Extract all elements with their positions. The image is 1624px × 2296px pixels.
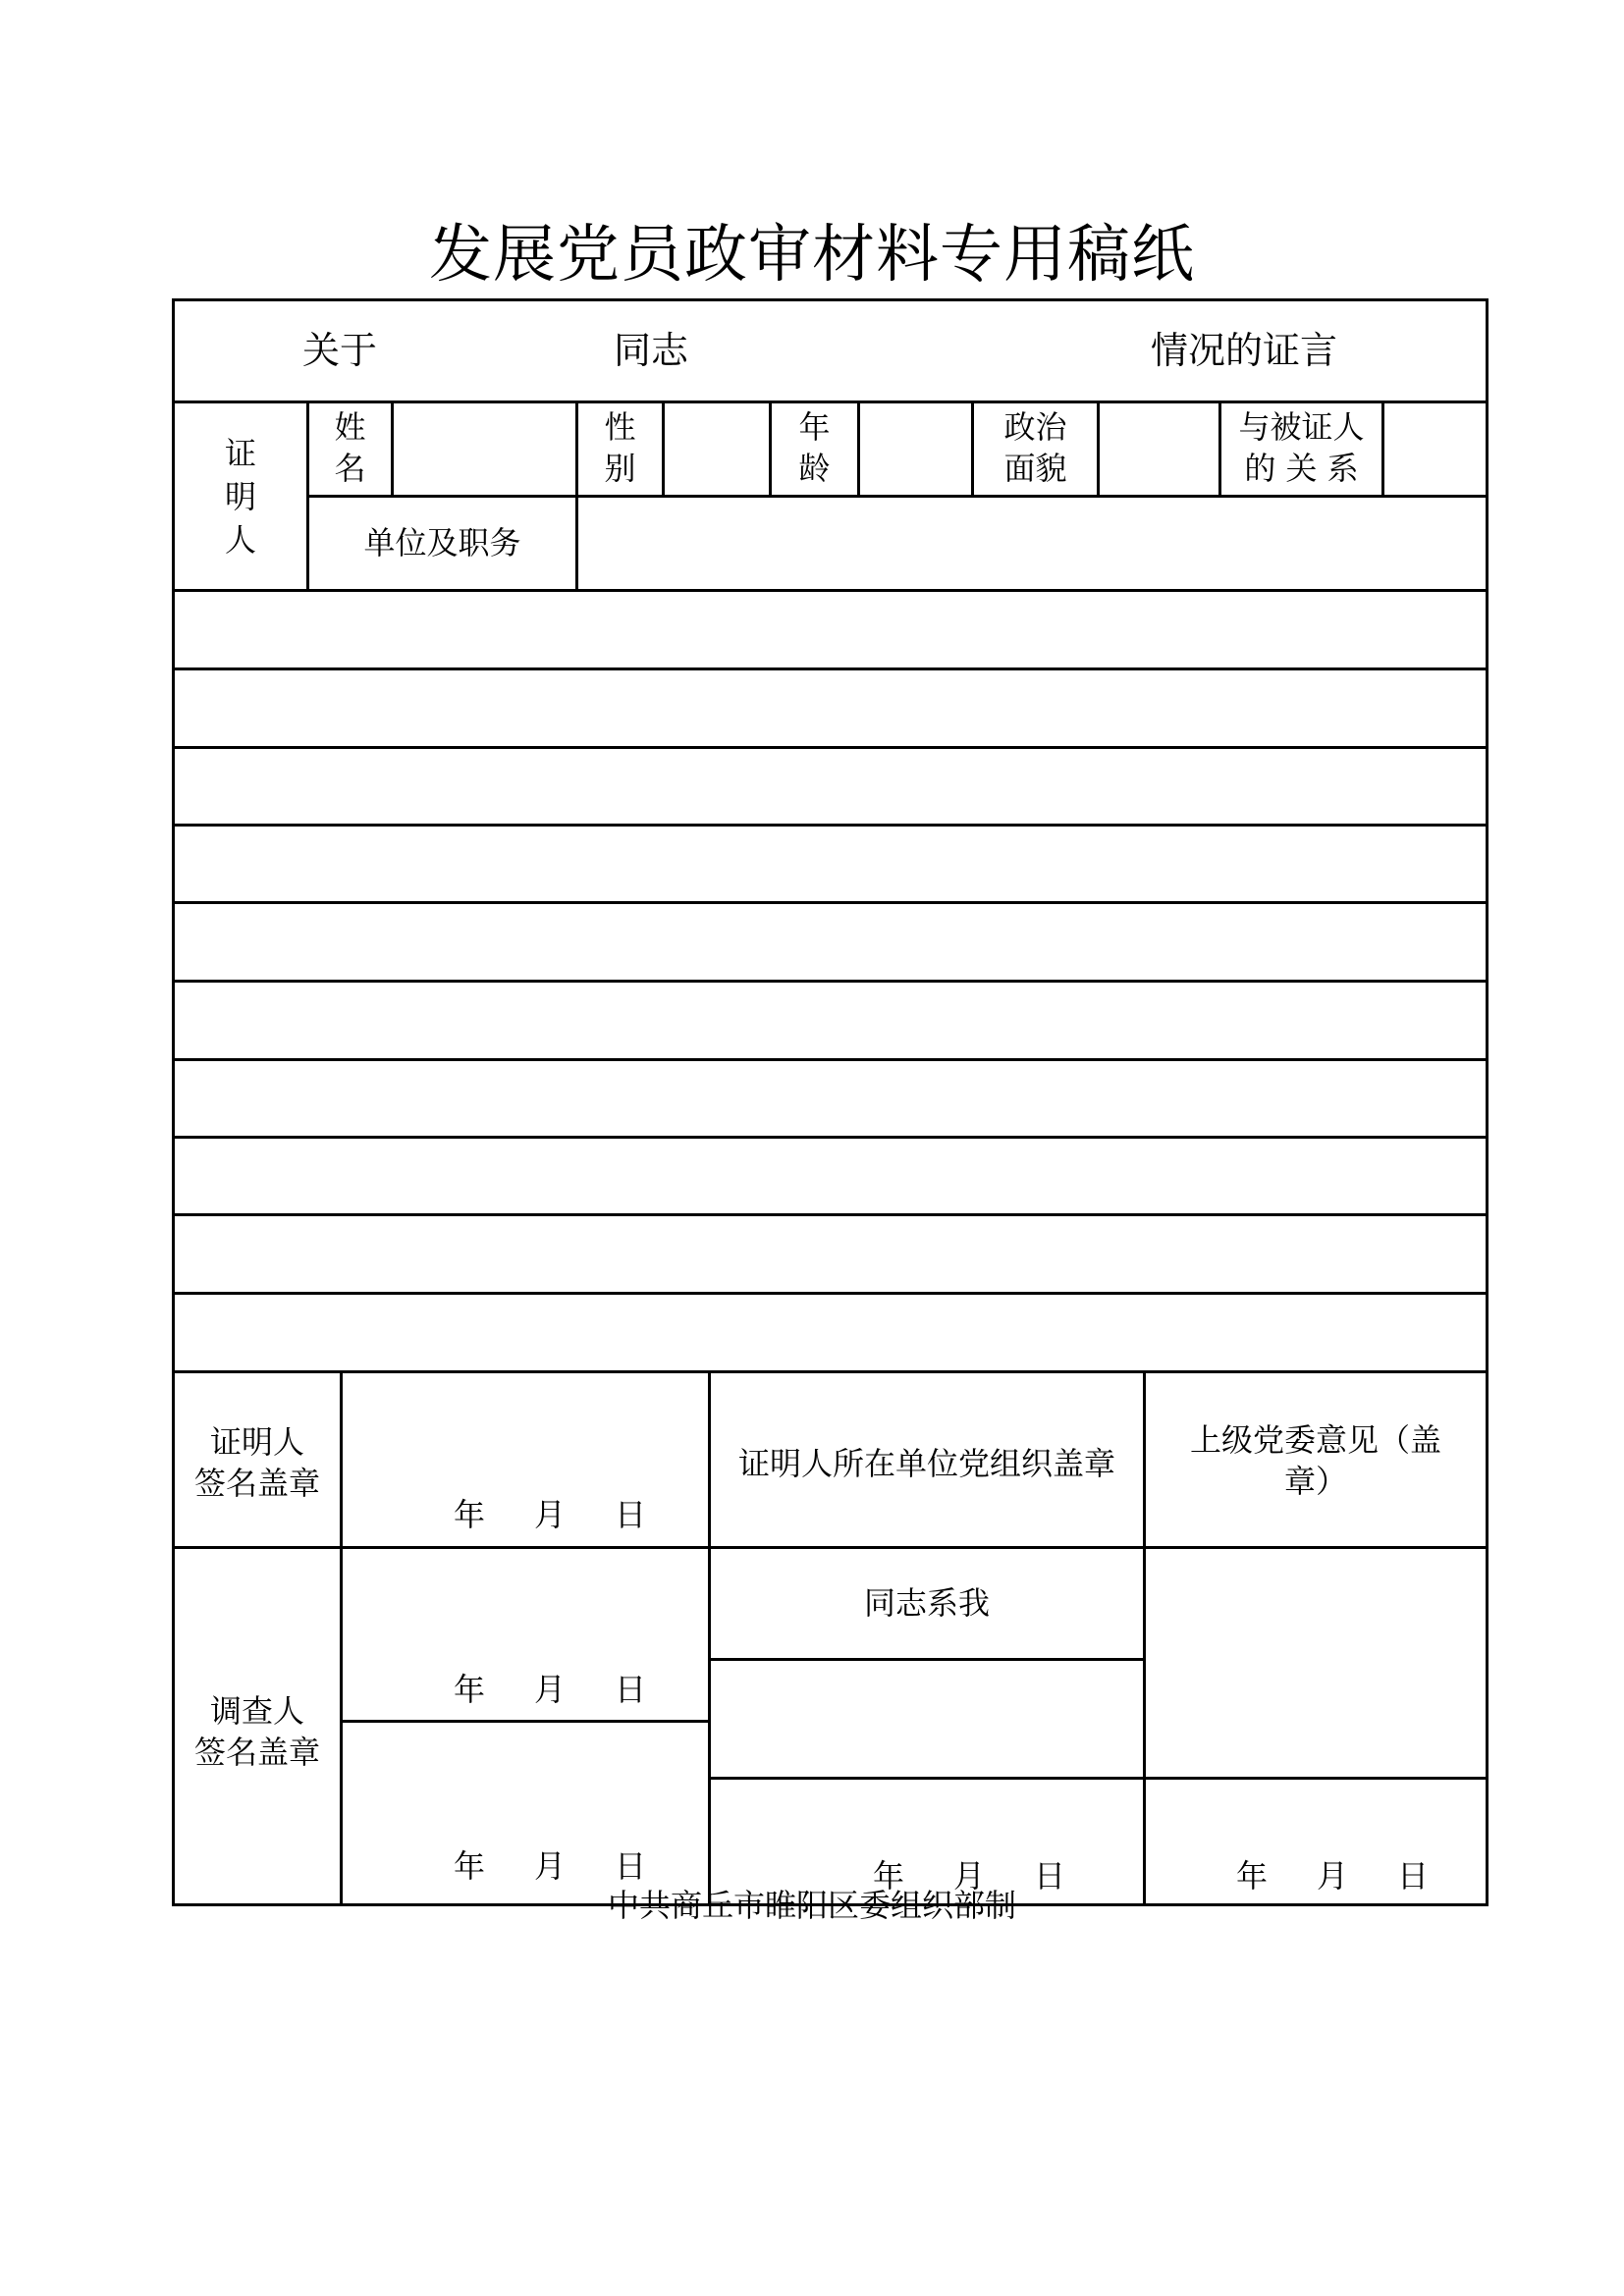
testimony-writing-area[interactable] — [175, 592, 1486, 1370]
witness-sign-label: 证明人 签名盖章 — [193, 1423, 320, 1502]
witness-label: 证 明 人 — [224, 435, 256, 559]
investigator-2-date: 年 月 日 — [454, 1847, 647, 1885]
relation-field[interactable] — [1384, 403, 1486, 495]
relation-label: 与被证人 的 关 系 — [1238, 408, 1365, 487]
superior-opinion-date: 年 月 日 — [1236, 1857, 1430, 1895]
org-statement-field[interactable] — [711, 1661, 1143, 1777]
superior-opinion-field[interactable] — [1146, 1549, 1486, 1777]
investigator-sign-label: 调查人 签名盖章 — [193, 1692, 320, 1771]
investigator-1-signature-field[interactable] — [343, 1549, 708, 1667]
issuer-footer: 中共商丘市睢阳区委组织部制 — [607, 1887, 1016, 1924]
subject-detail-field[interactable] — [707, 316, 1139, 387]
comrade-label: 同志 — [614, 329, 689, 372]
age-field[interactable] — [860, 403, 971, 495]
investigator-1-date: 年 月 日 — [454, 1671, 647, 1708]
investigator-2-signature-field[interactable] — [343, 1723, 708, 1841]
political-status-label: 政治 面貌 — [1003, 408, 1067, 487]
age-label: 年 龄 — [798, 408, 831, 487]
political-status-field[interactable] — [1100, 403, 1218, 495]
gender-label: 性 别 — [604, 408, 636, 487]
witness-org-seal-label: 证明人所在单位党组织盖章 — [737, 1445, 1115, 1482]
unit-position-label: 单位及职务 — [363, 524, 521, 561]
org-seal-date: 年 月 日 — [873, 1857, 1066, 1895]
name-field[interactable] — [394, 403, 575, 495]
testimony-label: 情况的证言 — [1151, 329, 1338, 372]
witness-signature-field[interactable] — [343, 1373, 708, 1491]
page-title: 发展党员政审材料专用稿纸 — [429, 219, 1195, 292]
name-label: 姓 名 — [334, 408, 366, 487]
gender-field[interactable] — [665, 403, 769, 495]
witness-sign-date: 年 月 日 — [454, 1496, 647, 1533]
comrade-is-our-label: 同志系我 — [863, 1584, 990, 1622]
superior-opinion-label: 上级党委意见（盖 章） — [1189, 1421, 1441, 1500]
subject-name-field[interactable] — [393, 316, 599, 387]
unit-position-field[interactable] — [578, 498, 1486, 589]
about-label: 关于 — [302, 329, 378, 372]
